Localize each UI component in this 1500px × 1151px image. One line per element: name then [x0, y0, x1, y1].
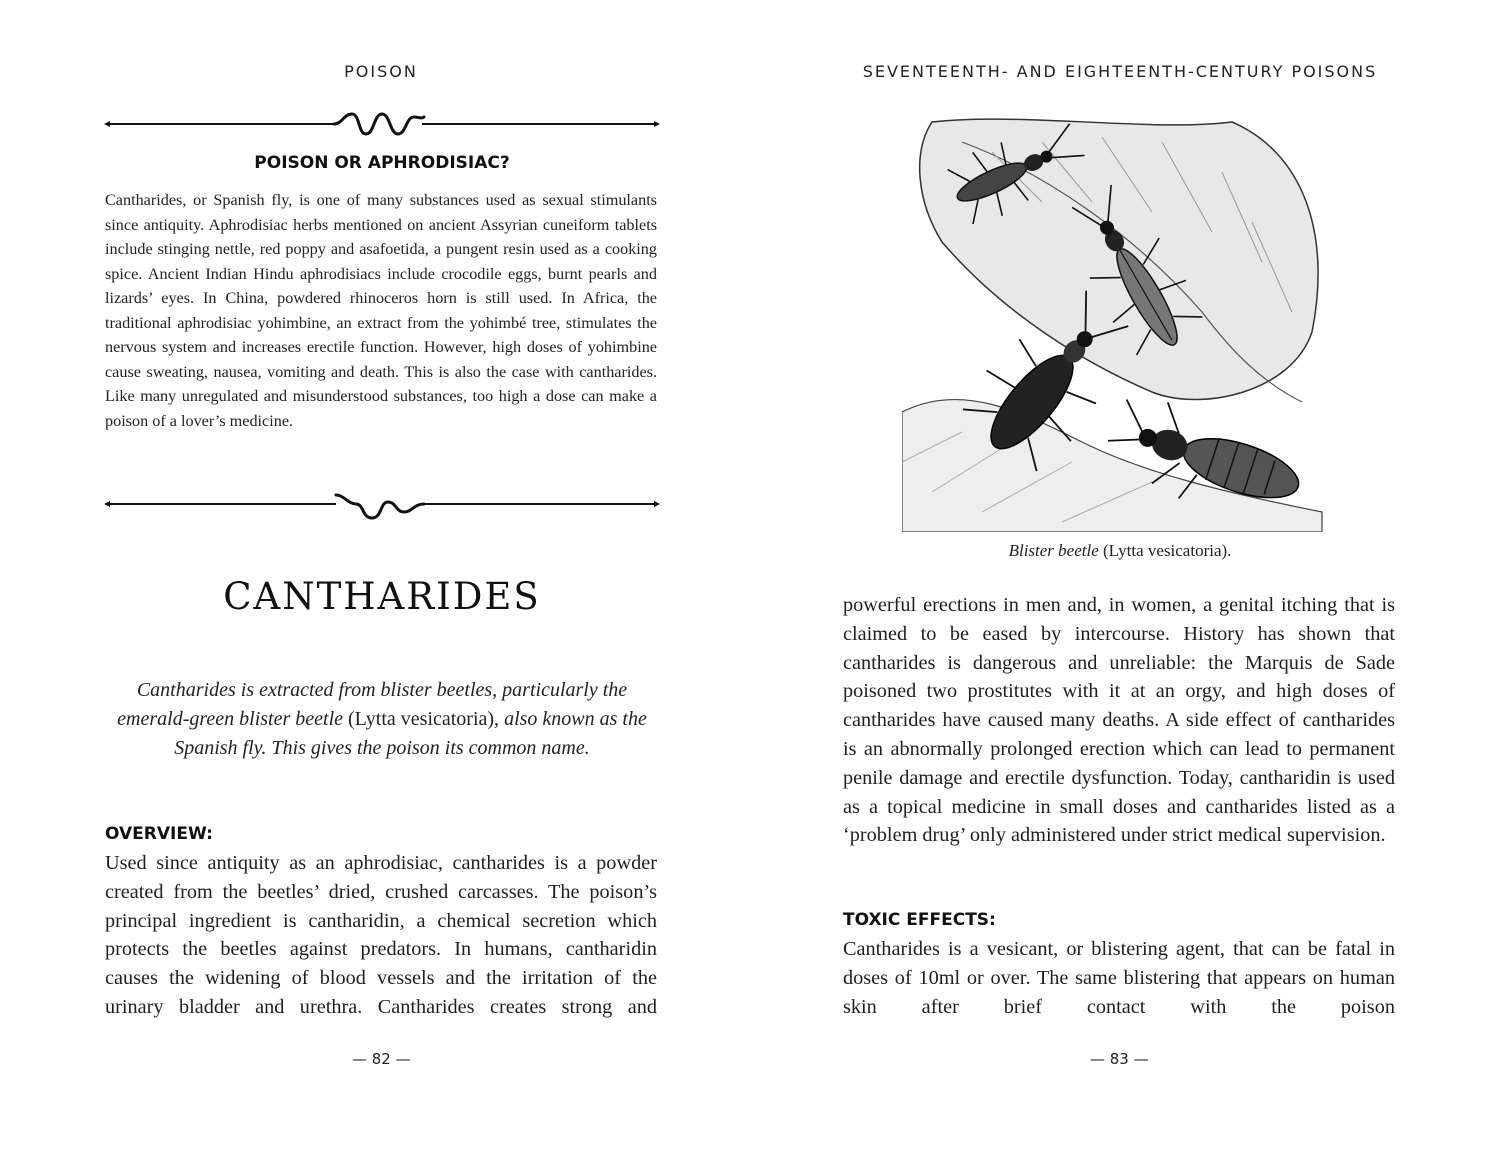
intro-part-1: Cantharides is extracted from blister beetles, particularly the emerald-green blister beetle: [117, 679, 628, 730]
overview-heading: OVERVIEW:: [105, 824, 213, 844]
page-number-left: — 82 —: [352, 1050, 411, 1068]
toxic-effects-text: Cantharides is a vesicant, or blistering agent, that can be fatal in doses of 10ml or over. The same blistering that appears on human skin after brief contact with the poison: [843, 938, 1395, 1018]
box-title: POISON OR APHRODISIAC?: [254, 153, 510, 173]
page-number-right: — 83 —: [1090, 1050, 1149, 1068]
figure-caption: [902, 541, 1338, 561]
box-body: Cantharides, or Spanish fly, is one of many substances used as sexual stimulants since antiquity. Aphrodisiac herbs mentioned on ancient Assyrian cuneiform tablets include stinging nettle, red poppy and asafoetida, a pungent resin used as a cooking spice. Ancient Indian Hindu aphrodisiacs include crocodile eggs, burnt pearls and lizards’ eyes. In China, powdered rhinoceros horn is still used. In Africa, the traditional aphrodisiac yohimbine, an extract from the yohimbé tree, stimulates the nervous system and increases erectile function. However, high doses of yohimbine cause sweating, nausea, vomiting and death. This is also the case with cantharides. Like many unregulated and misunderstood substances, too high a dose can make a poison of a lover’s medicine.: [105, 191, 657, 430]
caption-roman: (Lytta vesicatoria).: [1103, 541, 1232, 560]
intro-part-3: also known as the Spanish fly. This gives the poison its common name.: [174, 708, 647, 759]
intro-part-2: (Lytta vesicatoria),: [348, 708, 500, 730]
running-head-right: SEVENTEENTH- AND EIGHTEENTH-CENTURY POISONS: [862, 62, 1378, 81]
running-head-left: POISON: [344, 62, 418, 81]
overview-text: Used since antiquity as an aphrodisiac, cantharides is a powder created from the beetles’ dried, crushed carcasses. The poison’s principal ingredient is cantharidin, a chemical secretion which protects the beetles against predators. In humans, cantharidin causes the widening of blood vessels and the irritation of the urinary bladder and urethra. Cantharides creates strong and: [105, 852, 657, 1018]
snake-divider-bottom: [104, 490, 660, 520]
chapter-intro: [104, 676, 660, 763]
right-page: [750, 0, 1500, 1151]
caption-italic: Blister beetle: [1008, 541, 1099, 560]
toxic-effects-heading: TOXIC EFFECTS:: [843, 910, 996, 930]
snake-divider-top: [104, 109, 660, 139]
chapter-title: CANTHARIDES: [223, 575, 541, 618]
blister-beetle-illustration: [902, 112, 1338, 532]
continued-text: powerful erections in men and, in women, a genital itching that is claimed to be eased by intercourse. History has shown that cantharides is dangerous and unreliable: the Marquis de Sade poisoned two prostitutes with it at an orgy, and high doses of cantharides have caused many deaths. A side effect of cantharides is an abnormally prolonged erection which can lead to permanent penile damage and erectile dysfunction. Today, cantharidin is used as a topical medicine in small doses and cantharides listed as a ‘problem drug’ only administered under strict medical supervision.: [843, 594, 1395, 847]
